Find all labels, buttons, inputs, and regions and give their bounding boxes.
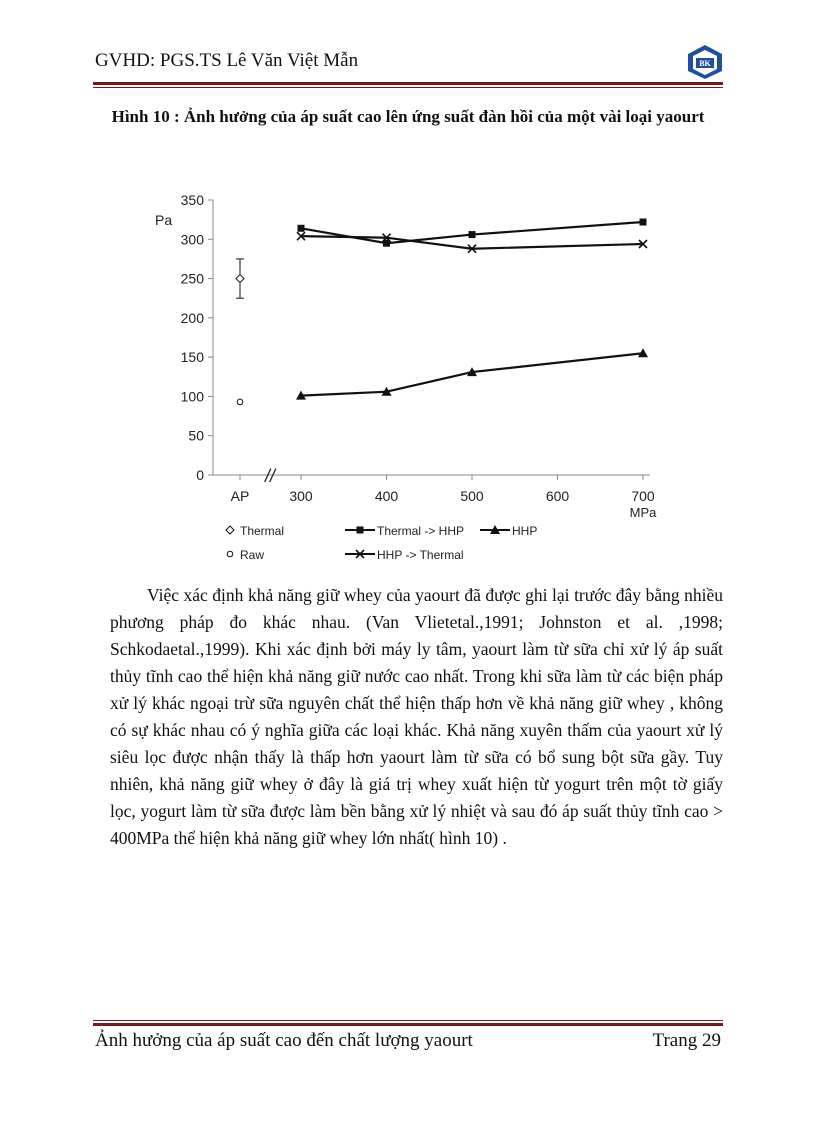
x-tick-label: 400 (374, 488, 399, 504)
y-tick-label: 50 (188, 427, 204, 444)
x-axis-label: MPa (629, 505, 657, 520)
axis-break-mark: // (264, 466, 276, 486)
x-tick-label: AP (230, 488, 250, 504)
data-point (298, 225, 305, 232)
header-rule (93, 82, 723, 88)
body-paragraph-container (110, 582, 723, 852)
x-tick-label: 600 (545, 488, 570, 504)
legend-swatch-marker (357, 527, 364, 534)
y-tick-label: 150 (180, 349, 204, 366)
elastic-stress-chart (150, 185, 670, 575)
legend-label: Raw (240, 548, 265, 562)
university-logo (686, 44, 724, 80)
page-number: Trang 29 (652, 1030, 721, 1051)
y-axis-label: Pa (155, 212, 173, 228)
footer-title: Ảnh hưởng của áp suất cao đến chất lượng yaourt (95, 1030, 473, 1051)
legend-label: Thermal (240, 524, 285, 538)
data-point (237, 399, 243, 405)
y-tick-label: 100 (180, 388, 204, 405)
data-point (640, 219, 647, 226)
data-point (469, 231, 476, 238)
y-tick-label: 200 (180, 309, 204, 326)
legend-label: Thermal -> HHP (377, 524, 465, 538)
page-header-text: GVHD: PGS.TS Lê Văn Việt Mẫn (95, 50, 359, 71)
y-tick-label: 0 (196, 467, 204, 483)
x-tick-label: 300 (289, 488, 313, 504)
x-tick-label: 500 (460, 488, 484, 504)
legend-swatch-marker (226, 526, 234, 534)
legend-swatch-marker (227, 551, 233, 557)
footer-rule (93, 1020, 723, 1026)
y-tick-label: 350 (180, 192, 204, 208)
y-tick-label: 300 (180, 231, 204, 248)
logo-text: BK (699, 59, 711, 68)
legend-label: HHP (512, 524, 538, 538)
data-point (236, 275, 244, 283)
body-paragraph: Việc xác định khả năng giữ whey của yaourt đã được ghi lại trước đây bằng nhiều phương pháp đo khác nhau. (Van Vlietetal.,1991; Johnston et al. ,1998; Schkodaetal.,1999). Khi xác định bởi máy ly tâm, yaourt làm từ sữa chỉ xử lý áp suất thủy tĩnh cao thể hiện khả năng giữ nước cao nhất. Trong khi sữa làm từ các biện pháp xử lý khác ngoại trừ sữa nguyên chất thể hiện thấp hơn về khả năng giữ whey , không có sự khác nhau có ý nghĩa giữa các loại khác. Khả năng xuyên thấm của yaourt xử lý siêu lọc được nhận thấy là thấp hơn yaourt làm từ sữa có bổ sung bột sữa gầy. Tuy nhiên, khả năng giữ whey ở đây là giá trị whey xuất hiện từ yogurt trên một tờ giấy lọc, yogurt làm từ sữa được làm bền bằng xử lý nhiệt và sau đó áp suất thủy tĩnh cao > 400MPa thể hiện khả năng giữ whey lớn nhất( hình 10) . (110, 585, 723, 848)
figure-caption: Hình 10 : Ảnh hưởng của áp suất cao lên ứng suất đàn hồi của một vài loại yaourt (111, 107, 705, 126)
y-tick-label: 250 (180, 270, 204, 287)
legend-label: HHP -> Thermal (377, 548, 464, 562)
x-tick-label: 700 (631, 488, 655, 504)
